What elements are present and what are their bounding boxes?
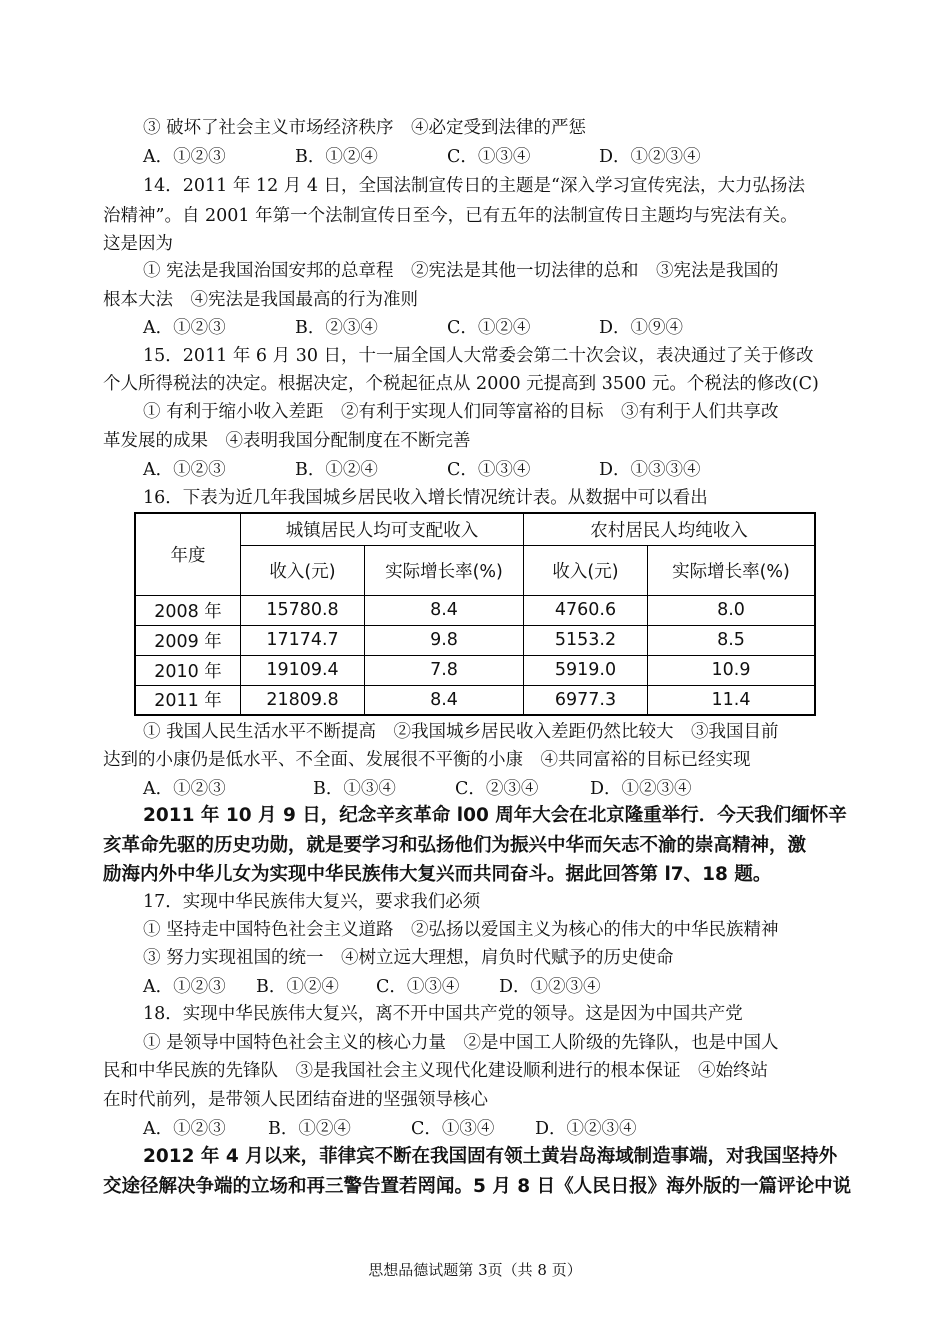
text-line: ① 有利于缩小收入差距 ②有利于实现人们同等富裕的目标 ③有利于人们共享改: [143, 402, 779, 422]
cell-rural-income: 5153.2: [524, 625, 648, 655]
table-row: [135, 685, 815, 715]
text-line: 交途径解决争端的立场和再三警告置若罔闻。5 月 8 日《人民日报》海外版的一篇评论中说: [103, 1176, 852, 1197]
text-line: ③ 努力实现祖国的统一 ④树立远大理想，肩负时代赋予的历史使命: [143, 948, 674, 968]
passage-1: 2011 年 10 月 9 日，纪念辛亥革命 l00 周年大会在北京隆重举行．今天我们缅怀辛: [143, 805, 847, 826]
option-c: C．①③④: [411, 1119, 495, 1139]
header-income: 收入(元): [524, 545, 648, 595]
cell-year: 2010 年: [135, 655, 241, 685]
question-17: 17．实现中华民族伟大复兴，要求我们必须: [143, 892, 481, 912]
table-row: [135, 595, 815, 625]
text-line: ① 我国人民生活水平不断提高 ②我国城乡居民收入差距仍然比较大 ③我国目前: [143, 722, 779, 742]
option-a: A．①②③: [143, 779, 226, 799]
option-b: B．①②④: [256, 977, 339, 997]
cell-urban-rate: 8.4: [365, 595, 524, 625]
cell-rural-rate: 10.9: [648, 655, 816, 685]
header-year: 年度: [135, 513, 241, 595]
text-line: ① 宪法是我国治国安邦的总章程 ②宪法是其他一切法律的总和 ③宪法是我国的: [143, 261, 779, 281]
header-rural: 农村居民人均纯收入: [524, 513, 816, 545]
option-c: C．①③④: [447, 147, 531, 167]
cell-urban-income: 19109.4: [241, 655, 365, 685]
option-a: A．①②③: [143, 977, 226, 997]
text-line: 个人所得税法的决定。根据决定，个税起征点从 2000 元提高到 3500 元。个税法的修改(C): [103, 374, 819, 394]
text-line: 革发展的成果 ④表明我国分配制度在不断完善: [103, 431, 471, 451]
option-a: A．①②③: [143, 147, 226, 167]
option-b: B．①②④: [295, 147, 378, 167]
text-line: ③ 破坏了社会主义市场经济秩序 ④必定受到法律的严惩: [143, 118, 587, 138]
text-line: 这是因为: [103, 234, 173, 254]
text-line: 达到的小康仍是低水平、不全面、发展很不平衡的小康 ④共同富裕的目标已经实现: [103, 750, 751, 770]
answer-options: [143, 458, 701, 482]
option-d: D．①②③④: [599, 147, 701, 167]
text-line: 亥革命先驱的历史功勋，就是要学习和弘扬他们为振兴中华而矢志不渝的崇高精神，激: [103, 835, 807, 856]
text-line: 根本大法 ④宪法是我国最高的行为准则: [103, 290, 418, 310]
header-urban: 城镇居民人均可支配收入: [241, 513, 524, 545]
text-line: 在时代前列，是带领人民团结奋进的坚强领导核心: [103, 1090, 488, 1110]
text-line: 励海内外中华儿女为实现中华民族伟大复兴而共同奋斗。据此回答第 l7、18 题。: [103, 864, 772, 885]
header-rate: 实际增长率(%): [365, 545, 524, 595]
answer-options: [143, 316, 683, 340]
page-footer: 思想品德试题第 3页（共 8 页）: [368, 1261, 582, 1279]
option-c: C．①②④: [447, 318, 531, 338]
header-rate: 实际增长率(%): [648, 545, 816, 595]
answer-options: [143, 975, 601, 999]
cell-rural-rate: 8.0: [648, 595, 816, 625]
option-b: B．①②④: [295, 460, 378, 480]
option-a: A．①②③: [143, 460, 226, 480]
option-c: C．①③④: [376, 977, 460, 997]
cell-year: 2011 年: [135, 685, 241, 715]
cell-urban-income: 15780.8: [241, 595, 365, 625]
option-d: D．①②③④: [535, 1119, 637, 1139]
cell-rural-income: 5919.0: [524, 655, 648, 685]
cell-urban-income: 17174.7: [241, 625, 365, 655]
option-d: D．①⑨④: [599, 318, 684, 338]
answer-options: [143, 145, 701, 169]
text-line: ① 坚持走中国特色社会主义道路 ②弘扬以爱国主义为核心的伟大的中华民族精神: [143, 920, 779, 940]
option-c: C．②③④: [455, 779, 539, 799]
question-15: 15．2011 年 6 月 30 日，十一届全国人大常委会第二十次会议，表决通过了关于修改: [143, 346, 814, 366]
option-c: C．①③④: [447, 460, 531, 480]
option-b: B．①②④: [268, 1119, 351, 1139]
option-d: D．①②③④: [590, 779, 692, 799]
option-d: D．①②③④: [499, 977, 601, 997]
cell-urban-income: 21809.8: [241, 685, 365, 715]
option-a: A．①②③: [143, 1119, 226, 1139]
cell-rural-income: 4760.6: [524, 595, 648, 625]
header-income: 收入(元): [241, 545, 365, 595]
cell-year: 2009 年: [135, 625, 241, 655]
question-16: 16．下表为近几年我国城乡居民收入增长情况统计表。从数据中可以看出: [143, 488, 708, 508]
cell-rural-rate: 11.4: [648, 685, 816, 715]
table-row: [135, 655, 815, 685]
cell-year: 2008 年: [135, 595, 241, 625]
income-statistics-table: [134, 512, 816, 716]
answer-options: [143, 777, 692, 801]
answer-options: [143, 1117, 637, 1141]
cell-rural-rate: 8.5: [648, 625, 816, 655]
question-18: 18．实现中华民族伟大复兴，离不开中国共产党的领导。这是因为中国共产党: [143, 1004, 743, 1024]
cell-urban-rate: 9.8: [365, 625, 524, 655]
option-b: B．②③④: [295, 318, 378, 338]
cell-urban-rate: 8.4: [365, 685, 524, 715]
cell-rural-income: 6977.3: [524, 685, 648, 715]
passage-2: 2012 年 4 月以来，菲律宾不断在我国固有领土黄岩岛海域制造事端，对我国坚持外: [143, 1146, 838, 1167]
option-a: A．①②③: [143, 318, 226, 338]
question-14: 14．2011 年 12 月 4 日，全国法制宣传日的主题是“深入学习宣传宪法，大力弘扬法: [143, 176, 805, 196]
cell-urban-rate: 7.8: [365, 655, 524, 685]
text-line: ① 是领导中国特色社会主义的核心力量 ②是中国工人阶级的先锋队，也是中国人: [143, 1033, 779, 1053]
text-line: 治精神”。自 2001 年第一个法制宣传日至今，已有五年的法制宣传日主题均与宪法有关。: [103, 206, 798, 226]
table-row: [135, 625, 815, 655]
option-b: B．①③④: [313, 779, 396, 799]
option-d: D．①③③④: [599, 460, 701, 480]
text-line: 民和中华民族的先锋队 ③是我国社会主义现代化建设顺利进行的根本保证 ④始终站: [103, 1061, 768, 1081]
